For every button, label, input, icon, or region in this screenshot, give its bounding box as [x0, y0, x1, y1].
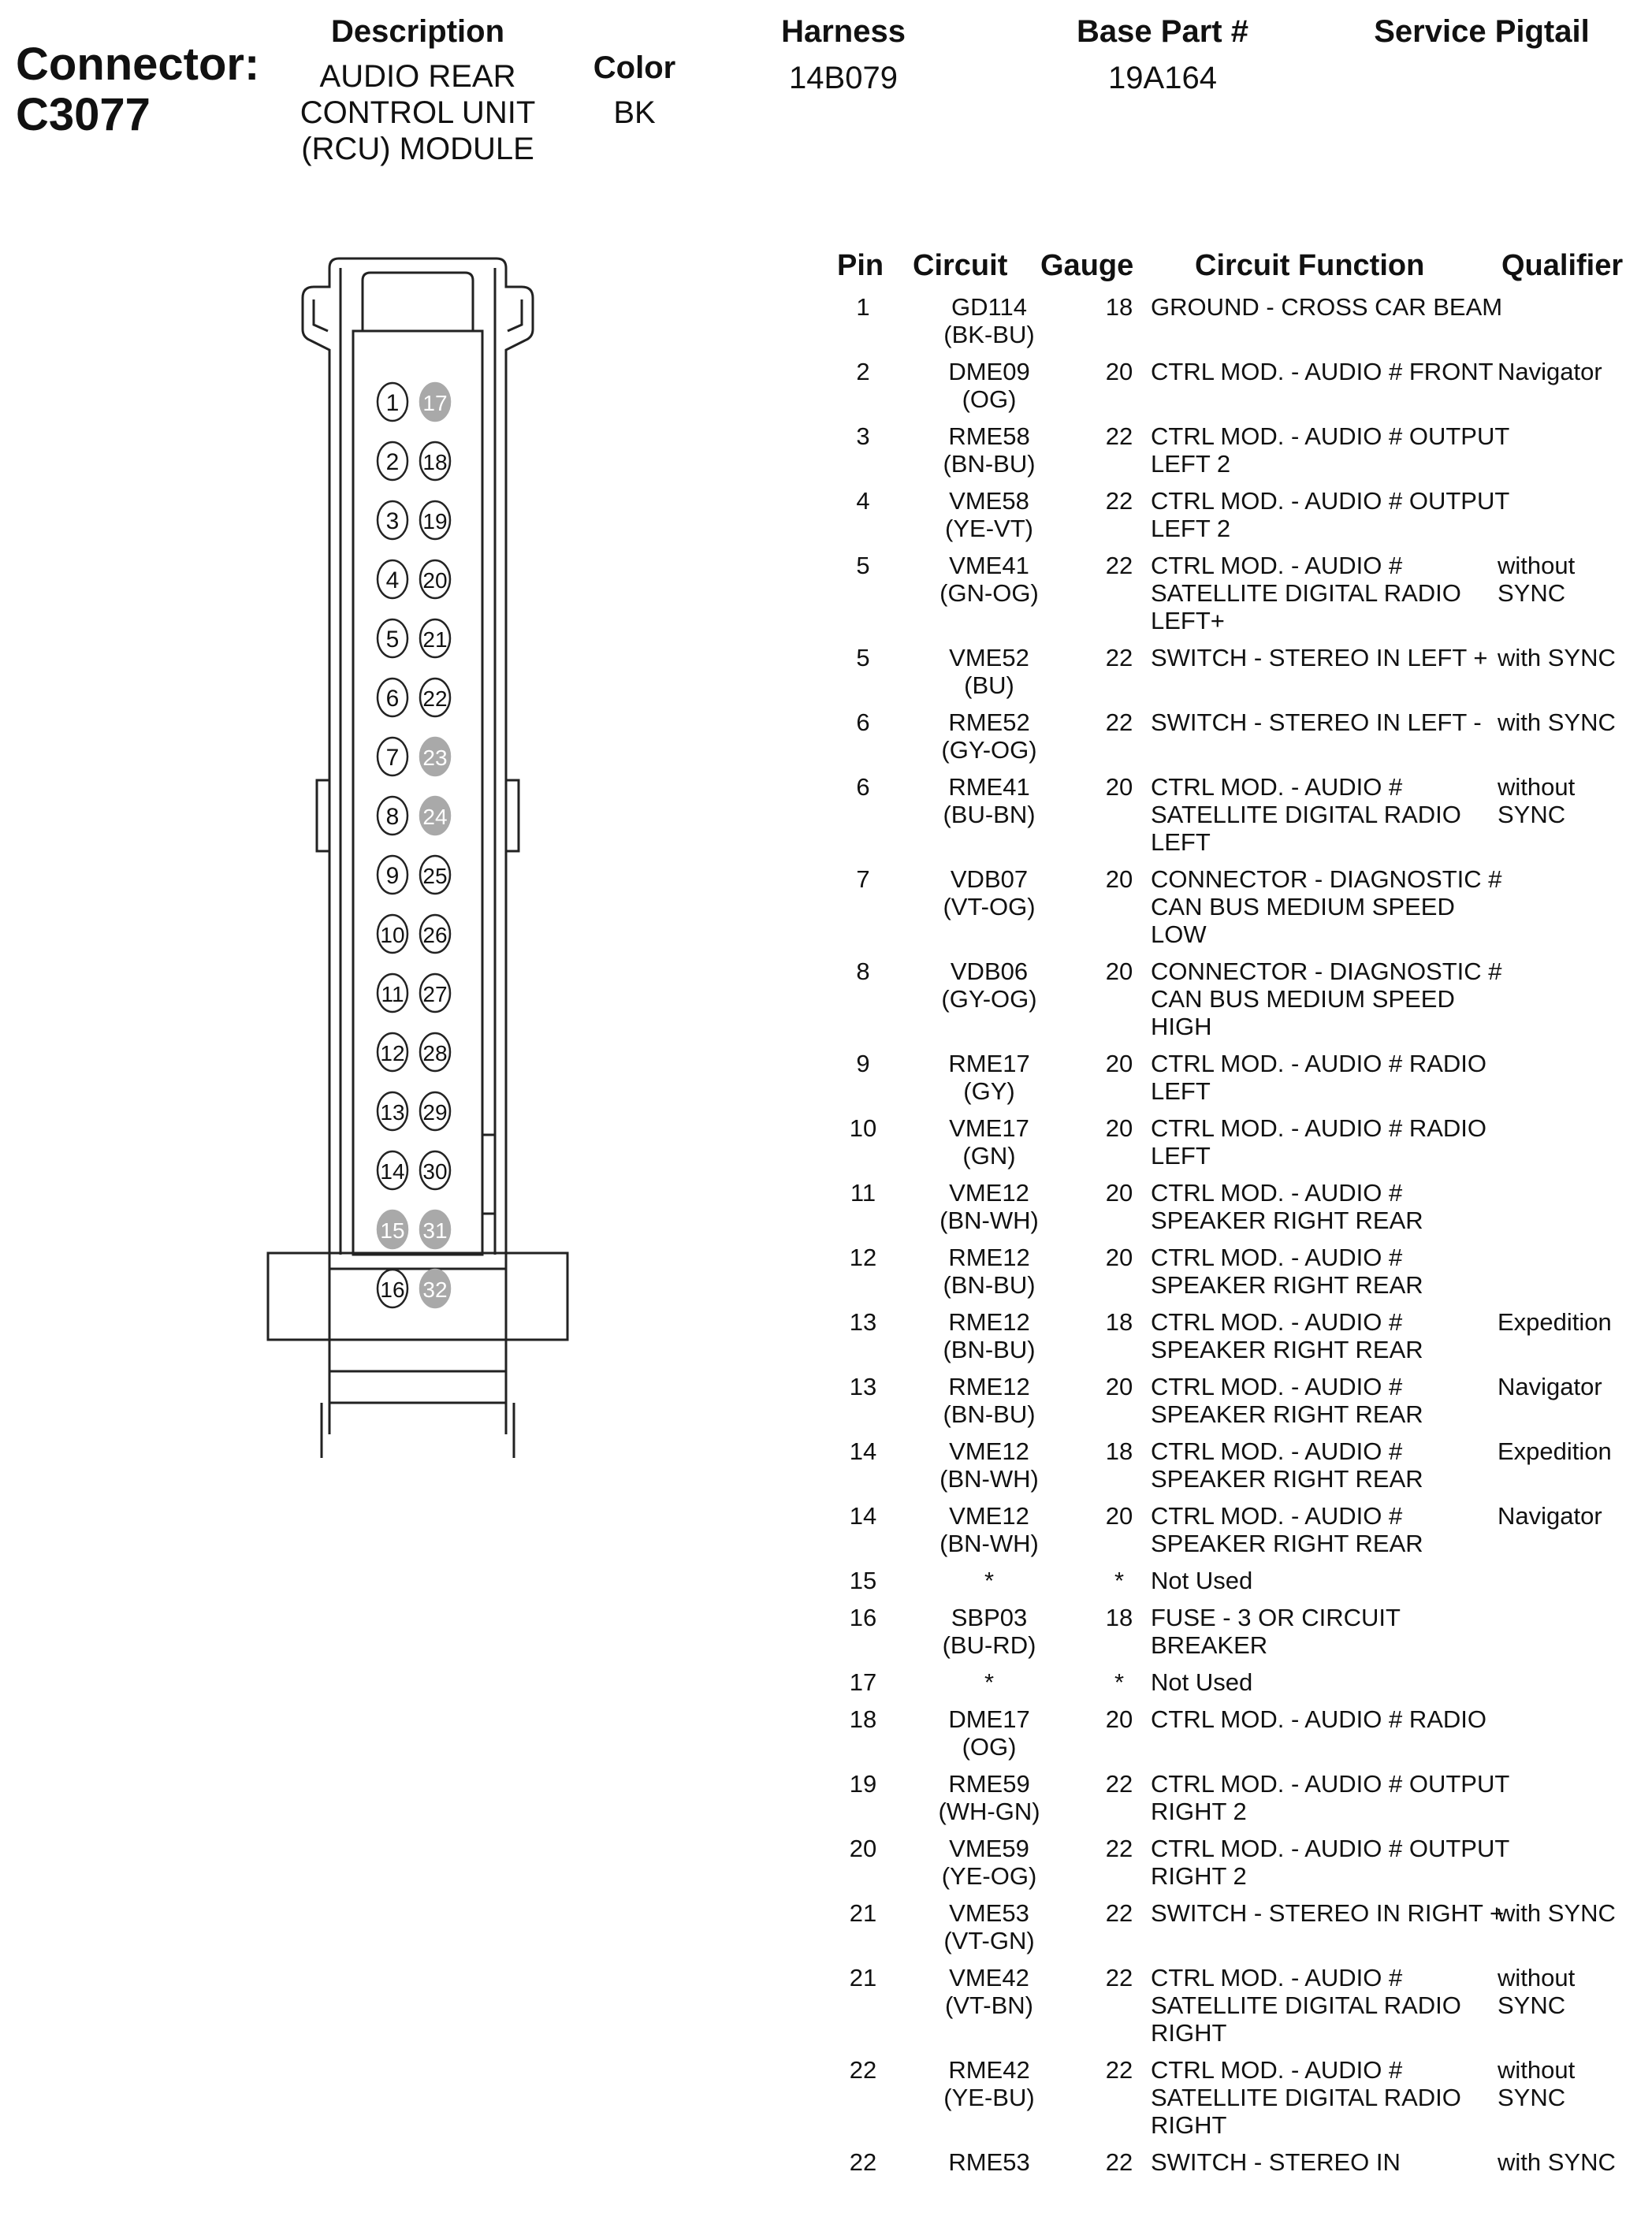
- pin-cell: 21: [849, 1899, 877, 1927]
- gauge-cell: 22: [1105, 487, 1133, 515]
- function-cell: CONNECTOR - DIAGNOSTIC # CAN BUS MEDIUM SPEED HIGH: [1151, 958, 1502, 1040]
- circuit-cell: VME12 (BN-WH): [939, 1437, 1039, 1493]
- pin-13: [378, 1092, 407, 1130]
- pin-29: [420, 1092, 450, 1130]
- harness-value: 14B079: [789, 61, 898, 95]
- pin-1: [378, 383, 407, 421]
- circuit-cell: RME12 (BN-BU): [943, 1373, 1036, 1428]
- circuit-cell: VME58 (YE-VT): [945, 487, 1033, 542]
- qualifier-cell: without SYNC: [1498, 2056, 1576, 2111]
- pin-17: [420, 383, 450, 421]
- svg-text:16: 16: [380, 1277, 405, 1302]
- table-row: [820, 1308, 1652, 1373]
- circuit-cell: VME41 (GN-OG): [939, 552, 1039, 607]
- qualifier-cell: Expedition: [1498, 1437, 1612, 1465]
- svg-text:2: 2: [385, 449, 400, 475]
- circuit-cell: RME59 (WH-GN): [938, 1770, 1040, 1825]
- gauge-cell: 20: [1105, 1050, 1133, 1077]
- function-cell: CTRL MOD. - AUDIO # SATELLITE DIGITAL RADIO LEFT: [1151, 773, 1461, 856]
- circuit-cell: VME59 (YE-OG): [941, 1835, 1037, 1890]
- qualifier-cell: with SYNC: [1498, 2148, 1616, 2176]
- pin-2: [378, 442, 407, 480]
- pin-20: [420, 560, 450, 598]
- gauge-cell: 18: [1105, 1437, 1133, 1465]
- function-cell: CTRL MOD. - AUDIO # SPEAKER RIGHT REAR: [1151, 1437, 1423, 1493]
- gauge-cell: 22: [1105, 2056, 1133, 2084]
- function-cell: CTRL MOD. - AUDIO # OUTPUT LEFT 2: [1151, 487, 1509, 542]
- circuit-cell: DME09 (OG): [948, 358, 1030, 413]
- gauge-cell: *: [1114, 1567, 1125, 1594]
- circuit-cell: VME52 (BU): [949, 644, 1029, 699]
- table-row: [820, 1244, 1652, 1308]
- function-cell: CTRL MOD. - AUDIO # RADIO: [1151, 1705, 1487, 1733]
- svg-text:10: 10: [380, 923, 405, 947]
- gauge-cell: 20: [1105, 958, 1133, 985]
- gauge-cell: 22: [1105, 552, 1133, 579]
- connector-label-text: Connector:: [16, 39, 260, 90]
- pin-24: [420, 797, 450, 835]
- service-pigtail-title: Service Pigtail: [1374, 14, 1590, 49]
- pin-26: [420, 915, 450, 953]
- svg-text:18: 18: [422, 450, 448, 474]
- pin-cell: 11: [850, 1179, 876, 1207]
- circuit-cell: *: [984, 1668, 995, 1696]
- harness-title: Harness: [781, 14, 906, 49]
- svg-text:9: 9: [385, 863, 400, 889]
- pin-19: [420, 501, 450, 539]
- gauge-cell: 20: [1105, 1179, 1133, 1207]
- svg-text:22: 22: [422, 686, 448, 711]
- gauge-cell: 22: [1105, 1964, 1133, 1991]
- pin-cell: 21: [849, 1964, 877, 1991]
- base-part-title: Base Part #: [1077, 14, 1248, 49]
- function-cell: CTRL MOD. - AUDIO # OUTPUT RIGHT 2: [1151, 1835, 1509, 1890]
- pin-25: [420, 856, 450, 894]
- column-header-function: Circuit Function: [1195, 249, 1425, 282]
- gauge-cell: 20: [1105, 358, 1133, 385]
- function-cell: SWITCH - STEREO IN RIGHT +: [1151, 1899, 1505, 1927]
- table-row: [820, 1604, 1652, 1668]
- function-cell: CTRL MOD. - AUDIO # RADIO LEFT: [1151, 1050, 1487, 1105]
- function-cell: CTRL MOD. - AUDIO # FRONT: [1151, 358, 1494, 385]
- svg-text:31: 31: [422, 1218, 448, 1243]
- gauge-cell: 20: [1105, 1114, 1133, 1142]
- table-row: [820, 422, 1652, 487]
- pin-table: [820, 293, 1652, 2185]
- function-cell: SWITCH - STEREO IN: [1151, 2148, 1401, 2176]
- pin-cell: 5: [856, 644, 870, 671]
- svg-text:7: 7: [385, 745, 400, 771]
- qualifier-cell: without SYNC: [1498, 1964, 1576, 2019]
- circuit-cell: VDB07 (VT-OG): [943, 865, 1036, 920]
- pin-cell: 10: [849, 1114, 877, 1142]
- gauge-cell: 20: [1105, 773, 1133, 801]
- svg-text:6: 6: [385, 686, 400, 712]
- pin-12: [378, 1033, 407, 1071]
- gauge-cell: 18: [1105, 293, 1133, 321]
- svg-text:20: 20: [422, 568, 448, 593]
- function-cell: CTRL MOD. - AUDIO # SPEAKER RIGHT REAR: [1151, 1244, 1423, 1299]
- table-row: [820, 358, 1652, 422]
- svg-text:26: 26: [422, 923, 448, 947]
- table-row: [820, 1899, 1652, 1964]
- gauge-cell: 20: [1105, 865, 1133, 893]
- svg-text:19: 19: [422, 509, 448, 534]
- table-row: [820, 2056, 1652, 2148]
- pin-cell: 13: [849, 1308, 877, 1336]
- svg-text:13: 13: [380, 1100, 405, 1125]
- table-row: [820, 1502, 1652, 1567]
- gauge-cell: 22: [1105, 422, 1133, 450]
- circuit-cell: VDB06 (GY-OG): [941, 958, 1037, 1013]
- pin-cell: 18: [849, 1705, 877, 1733]
- function-cell: CTRL MOD. - AUDIO # RADIO LEFT: [1151, 1114, 1487, 1170]
- table-row: [820, 1437, 1652, 1502]
- gauge-cell: 20: [1105, 1705, 1133, 1733]
- circuit-cell: VME17 (GN): [949, 1114, 1029, 1170]
- connector-label: [16, 39, 259, 140]
- pin-4: [378, 560, 407, 598]
- function-cell: CTRL MOD. - AUDIO # SPEAKER RIGHT REAR: [1151, 1179, 1423, 1234]
- circuit-cell: RME41 (BU-BN): [943, 773, 1036, 828]
- function-cell: SWITCH - STEREO IN LEFT +: [1151, 644, 1488, 671]
- gauge-cell: 22: [1105, 644, 1133, 671]
- qualifier-cell: with SYNC: [1498, 708, 1616, 736]
- pin-18: [420, 442, 450, 480]
- pin-cell: 15: [849, 1567, 877, 1594]
- pin-11: [378, 974, 407, 1012]
- pin-cell: 8: [856, 958, 870, 985]
- pin-15: [378, 1210, 407, 1248]
- gauge-cell: 22: [1105, 2148, 1133, 2176]
- svg-text:14: 14: [380, 1159, 405, 1184]
- base-part-value: 19A164: [1108, 61, 1217, 95]
- svg-text:8: 8: [385, 804, 400, 830]
- pin-14: [378, 1151, 407, 1189]
- qualifier-cell: Navigator: [1498, 1373, 1602, 1400]
- pin-cell: 9: [856, 1050, 870, 1077]
- pin-5: [378, 619, 407, 657]
- pin-10: [378, 915, 407, 953]
- function-cell: CTRL MOD. - AUDIO # SATELLITE DIGITAL RADIO RIGHT: [1151, 1964, 1461, 2047]
- function-cell: CTRL MOD. - AUDIO # OUTPUT RIGHT 2: [1151, 1770, 1509, 1825]
- pin-cell: 12: [849, 1244, 877, 1271]
- pin-cell: 6: [856, 773, 870, 801]
- table-row: [820, 708, 1652, 773]
- table-row: [820, 552, 1652, 644]
- circuit-cell: RME12 (BN-BU): [943, 1244, 1036, 1299]
- circuit-cell: VME12 (BN-WH): [939, 1179, 1039, 1234]
- qualifier-cell: Expedition: [1498, 1308, 1612, 1336]
- table-row: [820, 1179, 1652, 1244]
- table-row: [820, 1050, 1652, 1114]
- circuit-cell: RME42 (YE-BU): [943, 2056, 1035, 2111]
- table-row: [820, 1114, 1652, 1179]
- qualifier-cell: with SYNC: [1498, 644, 1616, 671]
- pin-cell: 4: [856, 487, 870, 515]
- function-cell: GROUND - CROSS CAR BEAM: [1151, 293, 1503, 321]
- gauge-cell: 22: [1105, 708, 1133, 736]
- circuit-cell: RME53: [948, 2148, 1030, 2176]
- circuit-cell: VME53 (VT-GN): [943, 1899, 1035, 1954]
- circuit-cell: *: [984, 1567, 995, 1594]
- function-cell: Not Used: [1151, 1668, 1253, 1696]
- gauge-cell: 18: [1105, 1604, 1133, 1631]
- pin-9: [378, 856, 407, 894]
- column-header-pin: Pin: [837, 249, 884, 282]
- connector-pins: [378, 383, 450, 1307]
- table-row: [820, 865, 1652, 958]
- gauge-cell: *: [1114, 1668, 1125, 1696]
- function-cell: CTRL MOD. - AUDIO # OUTPUT LEFT 2: [1151, 422, 1509, 478]
- table-row: [820, 1373, 1652, 1437]
- pin-27: [420, 974, 450, 1012]
- description-title: Description: [330, 14, 505, 49]
- pin-23: [420, 738, 450, 775]
- color-value: BK: [613, 95, 656, 130]
- svg-text:1: 1: [385, 390, 400, 416]
- table-row: [820, 958, 1652, 1050]
- pin-32: [420, 1270, 450, 1307]
- svg-text:15: 15: [380, 1218, 405, 1243]
- pin-cell: 1: [856, 293, 870, 321]
- circuit-cell: VME12 (BN-WH): [939, 1502, 1039, 1557]
- pin-cell: 14: [849, 1502, 877, 1530]
- pin-28: [420, 1033, 450, 1071]
- svg-text:23: 23: [422, 746, 448, 770]
- gauge-cell: 22: [1105, 1835, 1133, 1862]
- svg-text:28: 28: [422, 1041, 448, 1065]
- gauge-cell: 22: [1105, 1899, 1133, 1927]
- table-row: [820, 1964, 1652, 2056]
- qualifier-cell: without SYNC: [1498, 773, 1576, 828]
- table-row: [820, 1668, 1652, 1705]
- pin-cell: 16: [849, 1604, 877, 1631]
- qualifier-cell: Navigator: [1498, 358, 1602, 385]
- svg-text:4: 4: [385, 567, 400, 593]
- table-row: [820, 1705, 1652, 1770]
- pin-cell: 6: [856, 708, 870, 736]
- table-row: [820, 644, 1652, 708]
- gauge-cell: 20: [1105, 1244, 1133, 1271]
- function-cell: CTRL MOD. - AUDIO # SATELLITE DIGITAL RADIO LEFT+: [1151, 552, 1461, 634]
- pin-cell: 7: [856, 865, 870, 893]
- svg-text:25: 25: [422, 864, 448, 888]
- pin-22: [420, 679, 450, 716]
- svg-text:21: 21: [422, 627, 448, 652]
- function-cell: SWITCH - STEREO IN LEFT -: [1151, 708, 1482, 736]
- circuit-cell: RME12 (BN-BU): [943, 1308, 1036, 1363]
- function-cell: CTRL MOD. - AUDIO # SPEAKER RIGHT REAR: [1151, 1502, 1423, 1557]
- pin-cell: 2: [856, 358, 870, 385]
- table-row: [820, 1835, 1652, 1899]
- gauge-cell: 18: [1105, 1308, 1133, 1336]
- column-header-gauge: Gauge: [1040, 249, 1134, 282]
- circuit-cell: GD114 (BK-BU): [943, 293, 1035, 348]
- pin-cell: 20: [849, 1835, 877, 1862]
- pin-cell: 5: [856, 552, 870, 579]
- svg-text:17: 17: [422, 391, 448, 415]
- table-row: [820, 773, 1652, 865]
- pin-cell: 17: [849, 1668, 877, 1696]
- function-cell: CTRL MOD. - AUDIO # SPEAKER RIGHT REAR: [1151, 1308, 1423, 1363]
- table-row: [820, 1770, 1652, 1835]
- circuit-cell: RME17 (GY): [948, 1050, 1030, 1105]
- pin-cell: 22: [849, 2056, 877, 2084]
- connector-diagram: [260, 252, 575, 1482]
- circuit-cell: RME52 (GY-OG): [941, 708, 1037, 764]
- svg-text:29: 29: [422, 1100, 448, 1125]
- svg-text:30: 30: [422, 1159, 448, 1184]
- circuit-cell: DME17 (OG): [948, 1705, 1030, 1761]
- pin-7: [378, 738, 407, 775]
- column-header-qualifier: Qualifier: [1501, 249, 1624, 282]
- pin-21: [420, 619, 450, 657]
- pin-6: [378, 679, 407, 716]
- function-cell: FUSE - 3 OR CIRCUIT BREAKER: [1151, 1604, 1401, 1659]
- svg-text:3: 3: [385, 508, 400, 534]
- qualifier-cell: without SYNC: [1498, 552, 1576, 607]
- function-cell: CTRL MOD. - AUDIO # SATELLITE DIGITAL RADIO RIGHT: [1151, 2056, 1461, 2139]
- qualifier-cell: with SYNC: [1498, 1899, 1616, 1927]
- connector-housing: [268, 258, 567, 1458]
- table-row: [820, 487, 1652, 552]
- function-cell: Not Used: [1151, 1567, 1253, 1594]
- pin-3: [378, 501, 407, 539]
- svg-text:27: 27: [422, 982, 448, 1006]
- svg-text:12: 12: [380, 1041, 405, 1065]
- description-value: AUDIO REAR CONTROL UNIT (RCU) MODULE: [300, 59, 536, 166]
- pin-cell: 14: [849, 1437, 877, 1465]
- qualifier-cell: Navigator: [1498, 1502, 1602, 1530]
- circuit-cell: VME42 (VT-BN): [945, 1964, 1033, 2019]
- svg-text:24: 24: [422, 805, 448, 829]
- pin-8: [378, 797, 407, 835]
- connector-id: C3077: [16, 89, 151, 140]
- circuit-cell: RME58 (BN-BU): [943, 422, 1036, 478]
- pin-16: [378, 1270, 407, 1307]
- pin-cell: 13: [849, 1373, 877, 1400]
- pin-31: [420, 1210, 450, 1248]
- gauge-cell: 20: [1105, 1502, 1133, 1530]
- pin-cell: 19: [849, 1770, 877, 1798]
- pin-cell: 22: [849, 2148, 877, 2176]
- svg-text:11: 11: [381, 982, 404, 1006]
- svg-text:32: 32: [422, 1277, 448, 1302]
- color-title: Color: [593, 50, 676, 85]
- pin-cell: 3: [856, 422, 870, 450]
- gauge-cell: 22: [1105, 1770, 1133, 1798]
- column-header-circuit: Circuit: [913, 249, 1008, 282]
- table-row: [820, 1567, 1652, 1604]
- svg-text:5: 5: [385, 627, 400, 653]
- gauge-cell: 20: [1105, 1373, 1133, 1400]
- pin-30: [420, 1151, 450, 1189]
- function-cell: CONNECTOR - DIAGNOSTIC # CAN BUS MEDIUM SPEED LOW: [1151, 865, 1502, 948]
- table-row: [820, 293, 1652, 358]
- table-row: [820, 2148, 1652, 2185]
- circuit-cell: SBP03 (BU-RD): [942, 1604, 1036, 1659]
- function-cell: CTRL MOD. - AUDIO # SPEAKER RIGHT REAR: [1151, 1373, 1423, 1428]
